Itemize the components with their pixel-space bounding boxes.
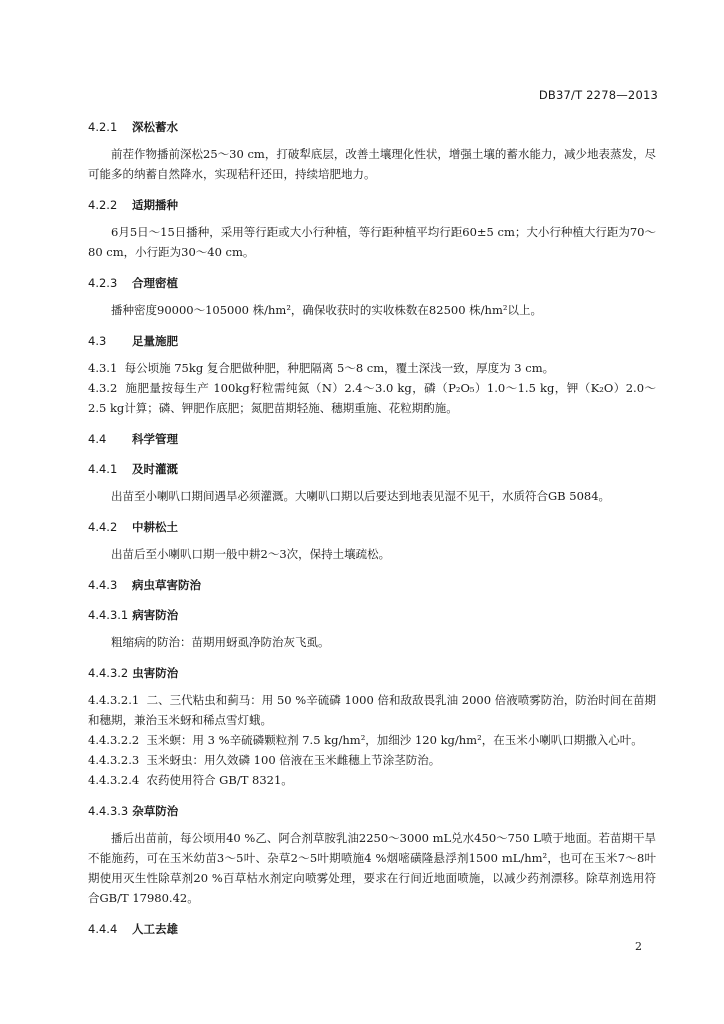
heading-title: 虫害防治	[132, 666, 179, 680]
clause-4-4-3-2-1	[88, 690, 656, 730]
heading-title: 深松蓄水	[132, 120, 179, 134]
clause-number: 4.3.1	[88, 361, 118, 375]
paragraph-4-4-2: 出苗后至小喇叭口期一般中耕2～3次，保持土壤疏松。	[111, 547, 391, 561]
clause-text: 施肥量按每生产 100kg籽粒需纯氮（N）2.4～3.0 kg，磷（P₂O₅）1.0～1.5 kg，钾（K₂O）2.0～2.5 kg计算；磷、钾肥作底肥；氮肥苗期轻施、穗期重施、花粒期酌施。	[88, 381, 656, 415]
clause-text: 玉米螟：用 3 %辛硫磷颗粒剂 7.5 kg/hm²，加细沙 120 kg/hm²，在玉米小喇叭口期撒入心叶。	[146, 733, 643, 747]
heading-number: 4.2.1	[88, 120, 118, 134]
clause-4-4-3-2-3	[88, 750, 656, 770]
heading-4-2-3	[88, 274, 656, 292]
heading-4-4-1	[88, 460, 656, 478]
clause-4-3-1	[88, 358, 656, 378]
heading-title: 适期播种	[132, 198, 179, 212]
heading-4-3	[88, 332, 656, 350]
heading-number: 4.2.3	[88, 276, 118, 290]
heading-number: 4.2.2	[88, 198, 118, 212]
clause-text: 玉米蚜虫：用久效磷 100 倍液在玉米雌穗上节涂茎防治。	[146, 753, 441, 767]
heading-4-4-2	[88, 518, 656, 536]
heading-title: 及时灌溉	[132, 462, 179, 476]
heading-number: 4.3	[88, 334, 107, 348]
paragraph-4-2-2: 6月5日～15日播种，采用等行距或大小行种植，等行距种植平均行距60±5 cm；大小行种植大行距为70～80 cm，小行距为30～40 cm。	[88, 225, 656, 259]
clause-text: 农药使用符合 GB/T 8321。	[146, 773, 293, 787]
heading-4-4-3-1	[88, 606, 656, 624]
heading-4-2-1	[88, 118, 656, 136]
heading-4-4	[88, 430, 656, 448]
clause-number: 4.4.3.2.2	[88, 733, 140, 747]
clause-number: 4.4.3.2.4	[88, 773, 140, 787]
paragraph-4-2-3: 播种密度90000～105000 株/hm²，确保收获时的实收株数在82500 株/hm²以上。	[111, 303, 542, 317]
clause-number: 4.4.3.2.3	[88, 753, 140, 767]
heading-title: 病虫草害防治	[132, 578, 202, 592]
clause-4-4-3-2-2	[88, 730, 656, 750]
heading-4-4-3-2	[88, 664, 656, 682]
heading-number: 4.4.4	[88, 922, 118, 936]
heading-4-4-4	[88, 920, 656, 938]
heading-number: 4.4	[88, 432, 107, 446]
heading-number: 4.4.1	[88, 462, 118, 476]
clause-text: 二、三代粘虫和蓟马：用 50 %辛硫磷 1000 倍和敌敌畏乳油 2000 倍液喷雾防治，防治时间在苗期和穗期，兼治玉米蚜和稀点雪灯蛾。	[88, 693, 656, 727]
paragraph-4-4-3-1: 粗缩病的防治：苗期用蚜虱净防治灰飞虱。	[111, 635, 330, 649]
heading-title: 中耕松土	[132, 520, 179, 534]
clause-number: 4.4.3.2.1	[88, 693, 140, 707]
standard-code: DB37/T 2278—2013	[538, 88, 658, 102]
heading-number: 4.4.2	[88, 520, 118, 534]
heading-4-4-3-3	[88, 802, 656, 820]
paragraph-4-4-1: 出苗至小喇叭口期间遇旱必须灌溉。大喇叭口期以后要达到地表见湿不见干，水质符合GB 5084。	[111, 489, 611, 503]
heading-number: 4.4.3.2	[88, 666, 129, 680]
heading-4-4-3	[88, 576, 656, 594]
heading-title: 足量施肥	[132, 334, 179, 348]
heading-number: 4.4.3.1	[88, 608, 129, 622]
clause-number: 4.3.2	[88, 381, 118, 395]
heading-number: 4.4.3	[88, 578, 118, 592]
heading-title: 病害防治	[132, 608, 179, 622]
heading-title: 杂草防治	[132, 804, 179, 818]
page-number: 2	[635, 940, 642, 953]
heading-title: 人工去雄	[132, 922, 179, 936]
paragraph-4-4-3-3: 播后出苗前，每公顷用40 %乙、阿合剂草胺乳油2250～3000 mL兑水450～750 L喷于地面。若苗期干旱不能施药，可在玉米幼苗3～5叶、杂草2～5叶期喷施4 %烟嘧磺隆悬浮剂1500 mL/hm²，也可在玉米7～8叶期使用灭生性除草剂20 %百草枯水剂定向喷雾处理，要求在行间近地面喷施，以减少药剂漂移。除草剂选用符合GB/T 17980.42。	[88, 831, 656, 905]
clause-text: 每公顷施 75kg 复合肥做种肥，种肥隔离 5～8 cm，覆土深浅一致，厚度为 3 cm。	[124, 361, 555, 375]
document-body	[88, 118, 656, 938]
clause-4-3-2	[88, 378, 656, 418]
clause-4-4-3-2-4	[88, 770, 656, 790]
paragraph-4-2-1: 前茬作物播前深松25～30 cm，打破犁底层，改善土壤理化性状，增强土壤的蓄水能力，减少地表蒸发，尽可能多的纳蓄自然降水，实现秸秆还田，持续培肥地力。	[88, 147, 656, 181]
heading-title: 科学管理	[132, 432, 179, 446]
heading-number: 4.4.3.3	[88, 804, 129, 818]
heading-4-2-2	[88, 196, 656, 214]
heading-title: 合理密植	[132, 276, 179, 290]
